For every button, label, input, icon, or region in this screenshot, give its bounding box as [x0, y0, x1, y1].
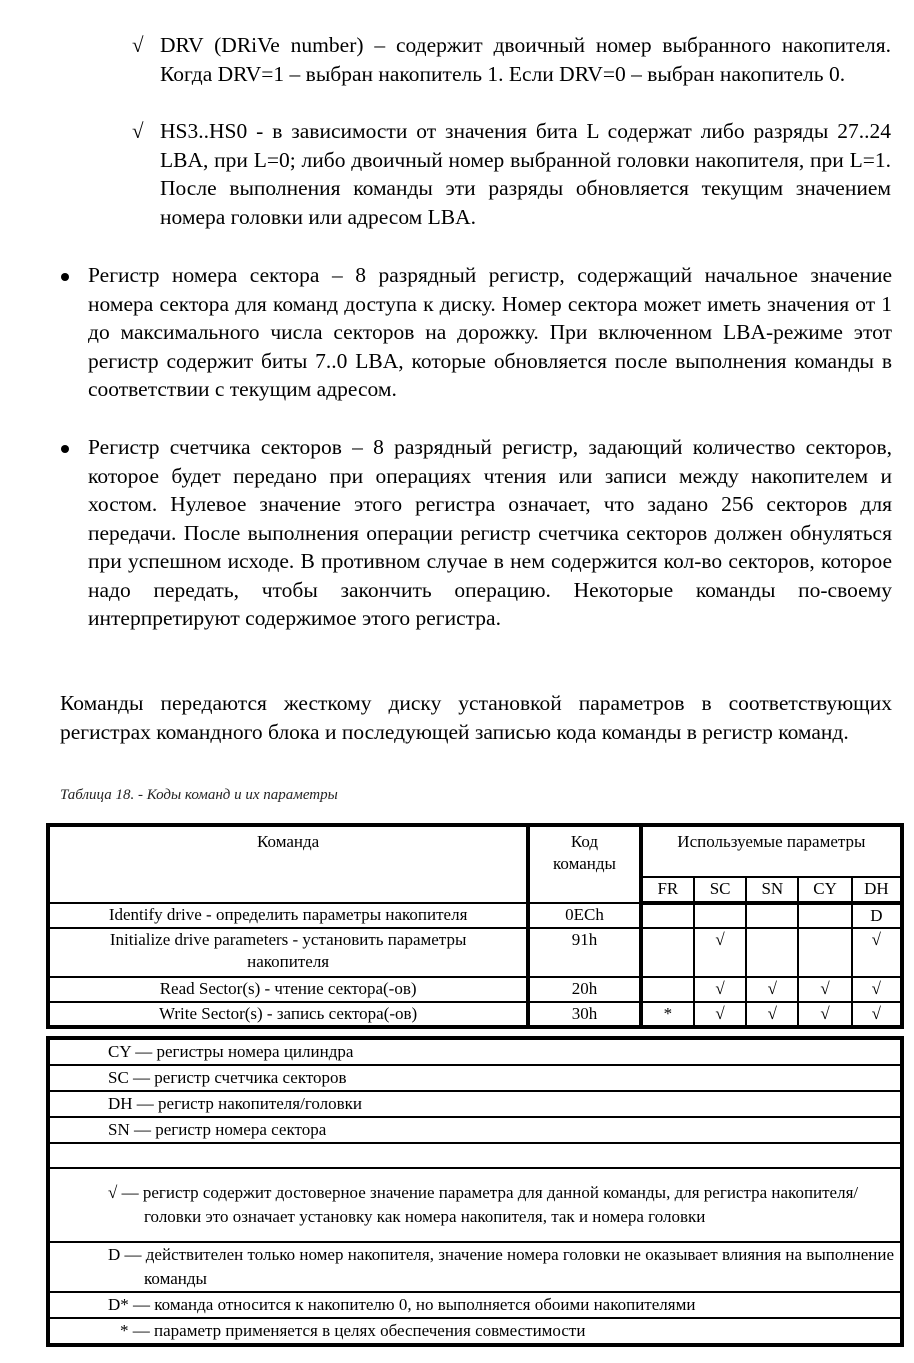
dh-cell: √ [852, 928, 902, 977]
cy-cell: √ [798, 977, 851, 1002]
check-item-text: DRV (DRiVe number) – содержит двоичный номер выбранного накопителя. Когда DRV=1 – выбран накопитель 1. Если DRV=0 – выбран накопитель 0. [160, 33, 891, 86]
table-row [48, 1002, 902, 1027]
sn-cell: √ [746, 1002, 798, 1027]
fr-cell [641, 903, 694, 928]
code-cell: 0ECh [528, 903, 641, 928]
legend-sn: SN — регистр номера сектора [48, 1117, 902, 1143]
header-sc: SC [694, 877, 746, 903]
legend-d-text: D — действителен только номер накопителя, значение номера головки не оказывает влияния на выполнение команды [108, 1245, 895, 1288]
sn-cell [746, 903, 798, 928]
dh-cell: √ [852, 1002, 902, 1027]
code-cell: 20h [528, 977, 641, 1002]
fr-cell: * [641, 1002, 694, 1027]
table-row [48, 977, 902, 1002]
body-paragraph: Команды передаются жесткому диску установкой параметров в соответствующих регистрах командного блока и последующей записью кода команды в регистр команд. [60, 691, 892, 744]
bullet-icon [61, 445, 69, 453]
dh-cell: D [852, 903, 902, 928]
cy-cell [798, 928, 851, 977]
sc-cell: √ [694, 928, 746, 977]
checkmark-icon: √ [132, 33, 144, 57]
cy-cell: √ [798, 1002, 851, 1027]
code-cell: 91h [528, 928, 641, 977]
header-command: Команда [48, 825, 528, 903]
cy-cell [798, 903, 851, 928]
sc-cell [694, 903, 746, 928]
legend-star: * — параметр применяется в целях обеспечения совместимости [48, 1318, 902, 1345]
legend-d-star: D* — команда относится к накопителю 0, но выполняется обоими накопителями [48, 1292, 902, 1318]
header-params: Используемые параметры [641, 825, 902, 877]
command-table [46, 823, 904, 1029]
command-cell: Read Sector(s) - чтение сектора(-ов) [48, 977, 528, 1002]
legend-check [48, 1168, 902, 1242]
sn-cell: √ [746, 977, 798, 1002]
legend-d [48, 1242, 902, 1292]
header-dh: DH [852, 877, 902, 903]
legend-cy: CY — регистры номера цилиндра [48, 1038, 902, 1065]
command-cell: Initialize drive parameters - установить параметры накопителя [48, 928, 528, 977]
dh-cell: √ [852, 977, 902, 1002]
sn-cell [746, 928, 798, 977]
header-cy: CY [798, 877, 851, 903]
code-cell: 30h [528, 1002, 641, 1027]
table-row [48, 928, 902, 977]
bullet-item-text: Регистр счетчика секторов – 8 разрядный регистр, задающий количество секторов, которое будет передано при операциях чтения или записи между накопителем и хостом. Нулевое значение этого регистра означает, что задано 256 секторов для передачи. После выполнения операции регистр счетчика секторов должен обнуляться при успешном исходе. В противном случае в нем содержится кол-во секторов, которое надо передать, чтобы закончить операцию. Некоторые команды по-своему интерпретируют содержимое этого регистра. [88, 435, 892, 630]
command-cell: Identify drive - определить параметры накопителя [48, 903, 528, 928]
bullet-icon [61, 273, 69, 281]
fr-cell [641, 928, 694, 977]
sc-cell: √ [694, 1002, 746, 1027]
bullet-item-text: Регистр номера сектора – 8 разрядный регистр, содержащий начальное значение номера сектора для команд доступа к диску. Номер сектора может иметь значения от 1 до максимального числа секторов на дорожку. При включенном LBA-режиме этот регистр содержит биты 7..0 LBA, которые обновляется после выполнения команды в соответствии с текущим адресом. [88, 263, 892, 401]
header-fr: FR [641, 877, 694, 903]
sc-cell: √ [694, 977, 746, 1002]
check-item-text: HS3..HS0 - в зависимости от значения бита L содержат либо разряды 27..24 LBA, при L=0; либо двоичный номер выбранной головки накопителя, при L=1. После выполнения команды эти разряды обновляется текущим значением номера головки или адресом LBA. [160, 119, 891, 229]
header-sn: SN [746, 877, 798, 903]
header-code: Код команды [528, 825, 641, 903]
legend-dh: DH — регистр накопителя/головки [48, 1091, 902, 1117]
fr-cell [641, 977, 694, 1002]
legend-table [46, 1036, 904, 1347]
table-caption: Таблица 18. - Коды команд и их параметры [60, 787, 338, 803]
command-cell: Write Sector(s) - запись сектора(-ов) [48, 1002, 528, 1027]
legend-check-text: √ — регистр содержит достоверное значение параметра для данной команды, для регистра накопителя/головки это означает установку как номера накопителя, так и номера головки [108, 1183, 859, 1226]
table-row [48, 903, 902, 928]
legend-sc: SC — регистр счетчика секторов [48, 1065, 902, 1091]
legend-empty [48, 1143, 902, 1168]
checkmark-icon: √ [132, 119, 144, 143]
